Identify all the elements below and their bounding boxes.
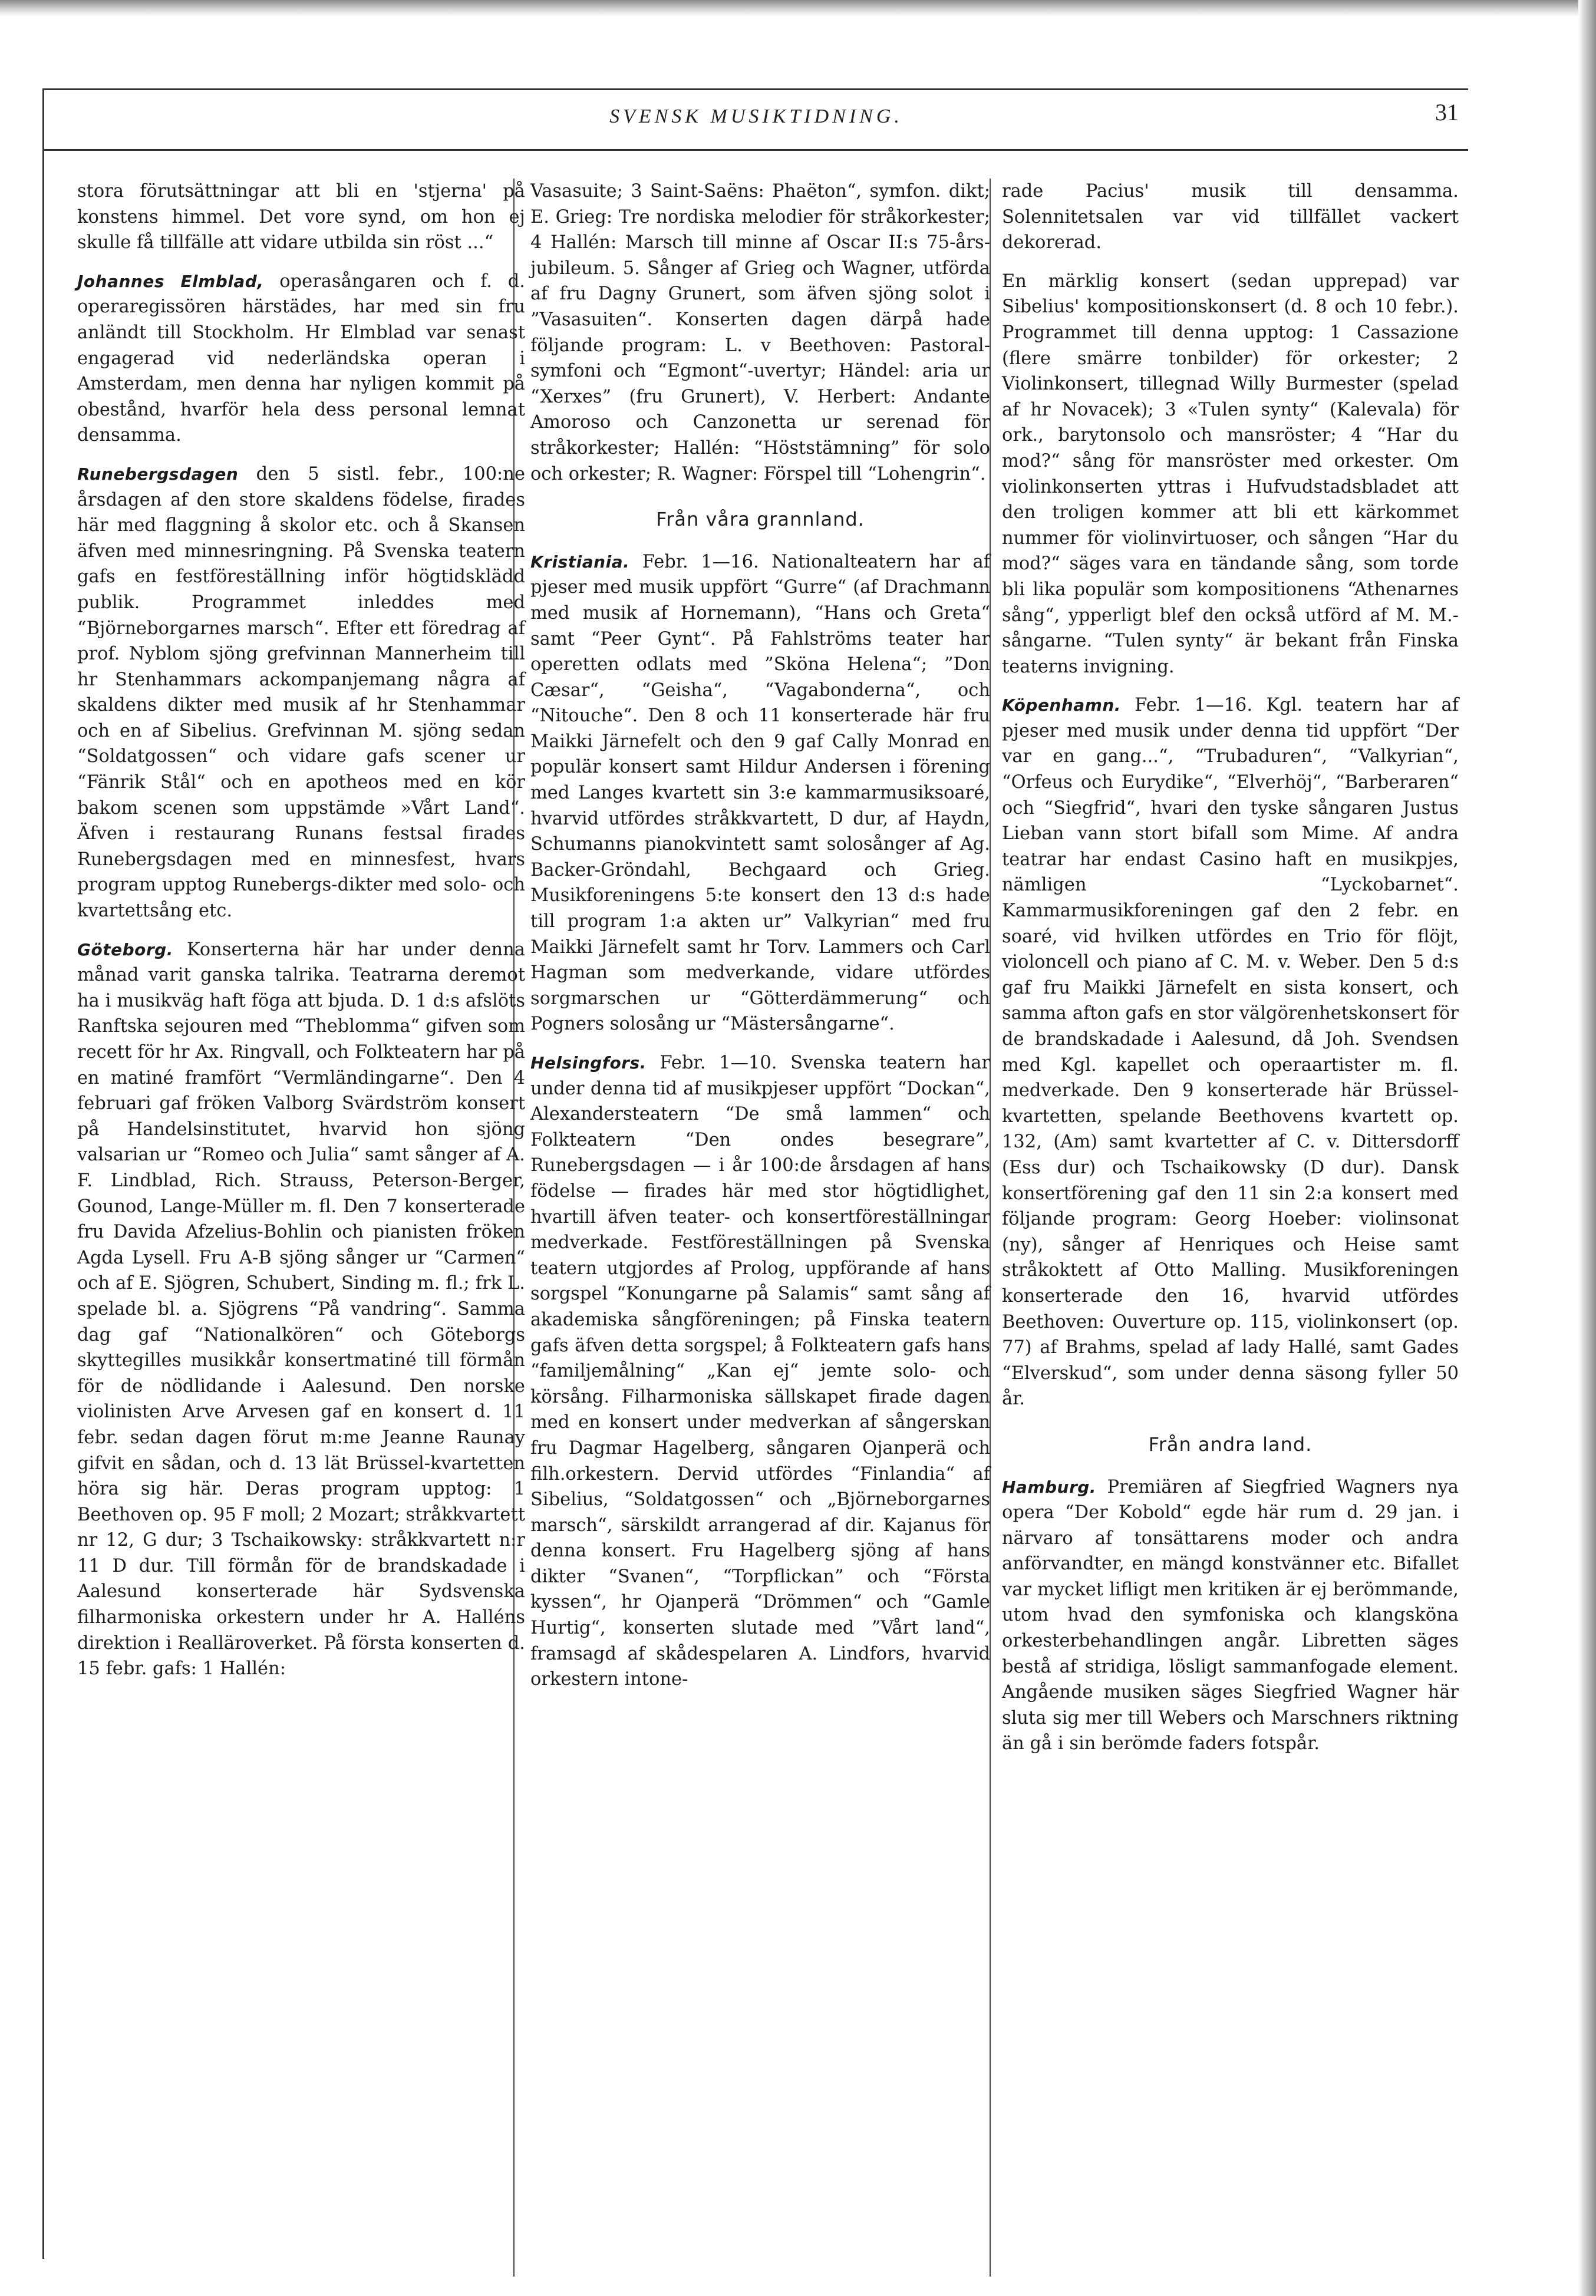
- paragraph-helsingfors: [530, 1050, 990, 1693]
- column-3: [1002, 179, 1459, 1770]
- paragraph-hamburg: [1002, 1474, 1459, 1757]
- paragraph-text: den 5 sistl. febr., 100:ne årsdagen af den store skaldens födelse, firades här med flaggning å skolor etc. och å Skansen äfven med minnesringning. På Svenska teatern gafs en festföreställning inför högtidsklädd publik. Programmet inleddes med “Björneborgarnes marsch“. Efter ett föredrag af prof. Nyblom sjöng grefvinnan Mannerheim till hr Stenhammars ackompanjemang några af skaldens dikter med musik af hr Stenhammar och en af Sibelius. Grefvinnan M. sjöng sedan “Soldatgossen“ och vidare gafs scener ur “Fänrik Stål“ och en apotheos med en kör bakom scenen som uppstämde »Vårt Land“. Äfven i restaurang Runans festsal firades Runebergsdagen med en minnesfest, hvars program upptog Runebergs-dikter med solo- och kvartettsång etc.: [77, 463, 525, 922]
- paragraph-text: rade Pacius' musik till densamma. Solennitetsalen var vid tillfället vackert dekorerad.: [1002, 181, 1459, 253]
- paragraph-elmblad: [77, 269, 525, 448]
- page-header: [44, 90, 1468, 151]
- paragraph-kopenhamn: [1002, 692, 1459, 1412]
- paragraph: [530, 179, 990, 487]
- paragraph-sibelius-konsert: [1002, 269, 1459, 680]
- paragraph-runebergsdagen: [77, 461, 525, 924]
- column-2: [530, 179, 990, 1705]
- paragraph-lead: Runebergsdagen: [77, 464, 239, 484]
- paragraph-lead: Johannes Elmblad,: [77, 271, 264, 291]
- page-number: 31: [1435, 99, 1459, 126]
- paragraph: [1002, 179, 1459, 256]
- column-1: [77, 179, 525, 1695]
- scan-edge-right: [1578, 0, 1596, 2296]
- paragraph-lead: Helsingfors.: [530, 1053, 647, 1073]
- paragraph: [77, 179, 525, 256]
- paragraph-goteborg: [77, 937, 525, 1682]
- paragraph-lead: Köpenhamn.: [1002, 695, 1121, 715]
- paragraph-lead: Göteborg.: [77, 939, 173, 959]
- section-heading: Från våra grannland.: [656, 508, 865, 531]
- paragraph-text: Premiären af Siegfried Wagners nya opera “Der Kobold“ egde här rum d. 29 jan. i närvaro af tonsättarens moder och andra anförvandter, en mängd konstvänner etc. Bifallet var mycket lifligt men kritiken är ej berömmande, utom hvad den symfoniska och klangsköna orkesterbehandlingen angår. Libretten säges bestå af stridiga, lösligt sammanfogade element. Angående musiken säges Siegfried Wagner här sluta sig mer till Webers och Marschners riktning än gå i sin berömde faders fotspår.: [1002, 1476, 1459, 1754]
- paragraph-lead: Kristiania.: [530, 552, 630, 572]
- paragraph-text: En märklig konsert (sedan upprepad) var Sibelius' kompositionskonsert (d. 8 och 10 febr.). Programmet till denna upptog: 1 Cassazione (flere smärre tonbilder) för orkester; 2 Violinkonsert, tillegnad Willy Burmester (spelad af hr Novacek); 3 «Tulen synty“ (Kalevala) för ork., barytonsolo och mansröster; 4 “Har du mod?“ sång för mansröster med orkester. Om violinkonserten yttras i Hufvudstadsbladet att den troligen kommer att bli ett kärkommet nummer för violinvirtuoser, och sången “Har du mod?“ säges vara en tändande sång, som torde bli lika populär som kompositionens “Athenarnes sång“, ypperligt blef den också utförd af M. M.-sångarne. “Tulen synty“ är bekant från Finska teaterns invigning.: [1002, 270, 1459, 677]
- paragraph-text: Febr. 1—10. Svenska teatern har under denna tid af musikpjeser uppfört “Dockan“, Alexandersteatern “De små lammen“ och Folkteatern “Den ondes besegrare”, Runebergsdagen — i år 100:de årsdagen af hans födelse — firades här med stor högtidlighet, hvartill äfven teater- och konsertföreställningar medverkade. Festföreställningen på Svenska teatern utgjordes af Prolog, uppförande af hans sorgspel “Konungarne på Salamis“ samt sång af akademiska sångföreningen; på Finska teatern gafs äfven detta sorgspel; å Folkteatern gafs hans “familjemålning“ „Kan ej“ jemte solo- och körsång. Filharmoniska sällskapet firade dagen med en konsert under medverkan af sångerskan fru Dagmar Hagelberg, sångaren Ojanperä och filh.orkestern. Dervid utfördes “Finlandia“ af Sibelius, “Soldatgossen“ och „Björneborgarnes marsch“, särskildt arrangerad af dir. Kajanus för denna konsert. Fru Hagelberg sjöng af hans dikter “Svanen“, “Torpflickan” och “Första kyssen“, hr Ojanperä “Drömmen“ och “Gamle Hurtig“, konserten slutade med ”Vårt land“, framsagd af skådespelaren A. Lindfors, hvarvid orkestern intone-: [530, 1053, 990, 1690]
- scan-edge-top: [0, 0, 1596, 17]
- running-title: SVENSK MUSIKTIDNING.: [609, 105, 903, 127]
- paragraph-text: Konserterna här har under denna månad varit ganska talrika. Teatrarna deremot ha i musikväg haft föga att bjuda. D. 1 d:s afslöts Ranftska sejouren med “Theblomma“ gifven som recett för hr Ax. Ringvall, och Folkteatern har på en matiné framfört “Vermländingarne“. Den 4 februari gaf fröken Valborg Svärdström konsert på Handelsinstitutet, hvarvid hon sjöng valsarian ur “Romeo och Julia“ samt sånger af A. F. Lindblad, Rich. Strauss, Peterson-Berger, Gounod, Lange-Müller m. fl. Den 7 konserterade fru Davida Afzelius-Bohlin och pianisten fröken Agda Lysell. Fru A-B sjöng sånger ur “Carmen“ och af E. Sjögren, Schubert, Sinding m. fl.; frk L. spelade bl. a. Sjögrens “På vandring“. Samma dag gaf “Nationalkören“ och Göteborgs skyttegilles musikkår konsertmatiné till förmån för de nödlidande i Aalesund. Den norske violinisten Arve Arvesen gaf en konsert d. 11 febr. sedan dagen förut m:me Jeanne Raunay gifvit en sådan, och d. 13 lät Brüssel-kvartetten höra sig här. Deras program upptog: 1 Beethoven op. 95 F moll; 2 Mozart; stråkkvartett nr 12, G dur; 3 Tschaikowsky: stråkkvartett n:r 11 D dur. Till förmån för de brandskadade i Aalesund konserterade här Sydsvenska filharmoniska orkestern under hr A. Halléns direktion i Realläroverket. På första konserten d. 15 febr. gafs: 1 Hallén:: [77, 939, 525, 1680]
- page: [42, 88, 1468, 2259]
- paragraph-text: stora förutsättningar att bli en 'stjerna' på konstens himmel. Det vore synd, om hon ej skulle få tillfälle att vidare utbilda sin röst ...“: [77, 181, 525, 253]
- paragraph-kristiania: [530, 549, 990, 1037]
- paragraph-text: Vasasuite; 3 Saint-Saëns: Phaëton“, symfon. dikt; E. Grieg: Tre nordiska melodier för stråkorkester; 4 Hallén: Marsch till minne af Oscar II:s 75-års-jubileum. 5. Sånger af Grieg och Wagner, utförda af fru Dagny Grunert, som äfven sjöng solot i ”Vasasuiten“. Konserten dagen därpå hade följande program: L. v Beethoven: Pastoral-symfoni och “Egmont“-uvertyr; Händel: aria ur “Xerxes” (fru Grunert), V. Herbert: Andante Amoroso och Canzonetta ur serenad för stråkorkester; Hallén: “Höststämning” för solo och orkester; R. Wagner: Förspel till “Lohengrin“.: [530, 181, 990, 484]
- paragraph-text: Febr. 1—16. Nationalteatern har af pjeser med musik uppfört “Gurre“ (af Drachmann med musik af Hornemann), “Hans och Greta“ samt “Peer Gynt“. På Fahlströms teater har operetten odlats med ”Sköna Helena“; ”Don Cæsar“, “Geisha“, “Vagabonderna“, och “Nitouche“. Den 8 och 11 konserterade här fru Maikki Järnefelt och den 9 gaf Cally Monrad en populär konsert samt Hildur Andersen i förening med Langes kvartett sin 3:e kammarmusiksoaré, hvarvid utfördes stråkkvartett, D dur, af Haydn, Schumanns pianokvintett samt solosånger af Ag. Backer-Gröndahl, Bechgaard och Grieg. Musikforeningens 5:te konsert den 13 d:s hade till program 1:a akten ur” Valkyrian“ med fru Maikki Järnefelt samt hr Torv. Lammers och Carl Hagman som medverkande, vidare utfördes sorgmarschen ur “Götterdämmerung“ och Pogners solosång ur “Mästersångarne“.: [530, 551, 990, 1035]
- section-heading: Från andra land.: [1148, 1433, 1313, 1456]
- paragraph-lead: Hamburg.: [1002, 1477, 1096, 1497]
- paragraph-text: Febr. 1—16. Kgl. teatern har af pjeser med musik under denna tid uppfört “Der var en gang...“, “Trubaduren“, “Valkyrian“, “Orfeus och Eurydike“, “Elverhöj“, “Barberaren“ och “Siegfrid“, hvari den tyske sångaren Justus Lieban vann stort bifall som Mime. Af andra teatrar har endast Casino haft en musikpjes, nämligen “Lyckobarnet“. Kammarmusikforeningen gaf den 2 febr. en soaré, vid hvilken utfördes en Trio för flöjt, violoncell och piano af C. M. v. Weber. Den 5 d:s gaf fru Maikki Järnefelt en sista konsert, och samma afton gafs en stor välgörenhetskonsert för de brandskadade i Aalesund, då Joh. Svendsen med Kgl. kapellet och operaartister m. fl. medverkade. Den 9 konserterade här Brüssel-kvartetten, spelande Beethovens kvartett op. 132, (Am) samt kvartetter af C. v. Dittersdorff (Ess dur) och Tschaikowsky (D dur). Dansk konsertförening gaf den 11 sin 2:a konsert med följande program: Georg Hoeber: violinsonat (ny), sånger af Henriques och Heise samt stråkoktett af Otto Malling. Musikforeningen konserterade den 16, hvarvid utfördes Beethoven: Ouverture op. 115, violinkonsert (op. 77) af Brahms, spelad af lady Hallé, samt Gades “Elverskud“, som under denna säsong fyller 50 år.: [1002, 695, 1459, 1410]
- paragraph-text: operasångaren och f. d. operaregissören härstädes, har med sin fru anländt till Stockholm. Hr Elmblad var senast engagerad vid nederländska operan i Amsterdam, men denna har nyligen kommit på obestånd, hvarför hela dess personal lemnat densamma.: [77, 270, 525, 446]
